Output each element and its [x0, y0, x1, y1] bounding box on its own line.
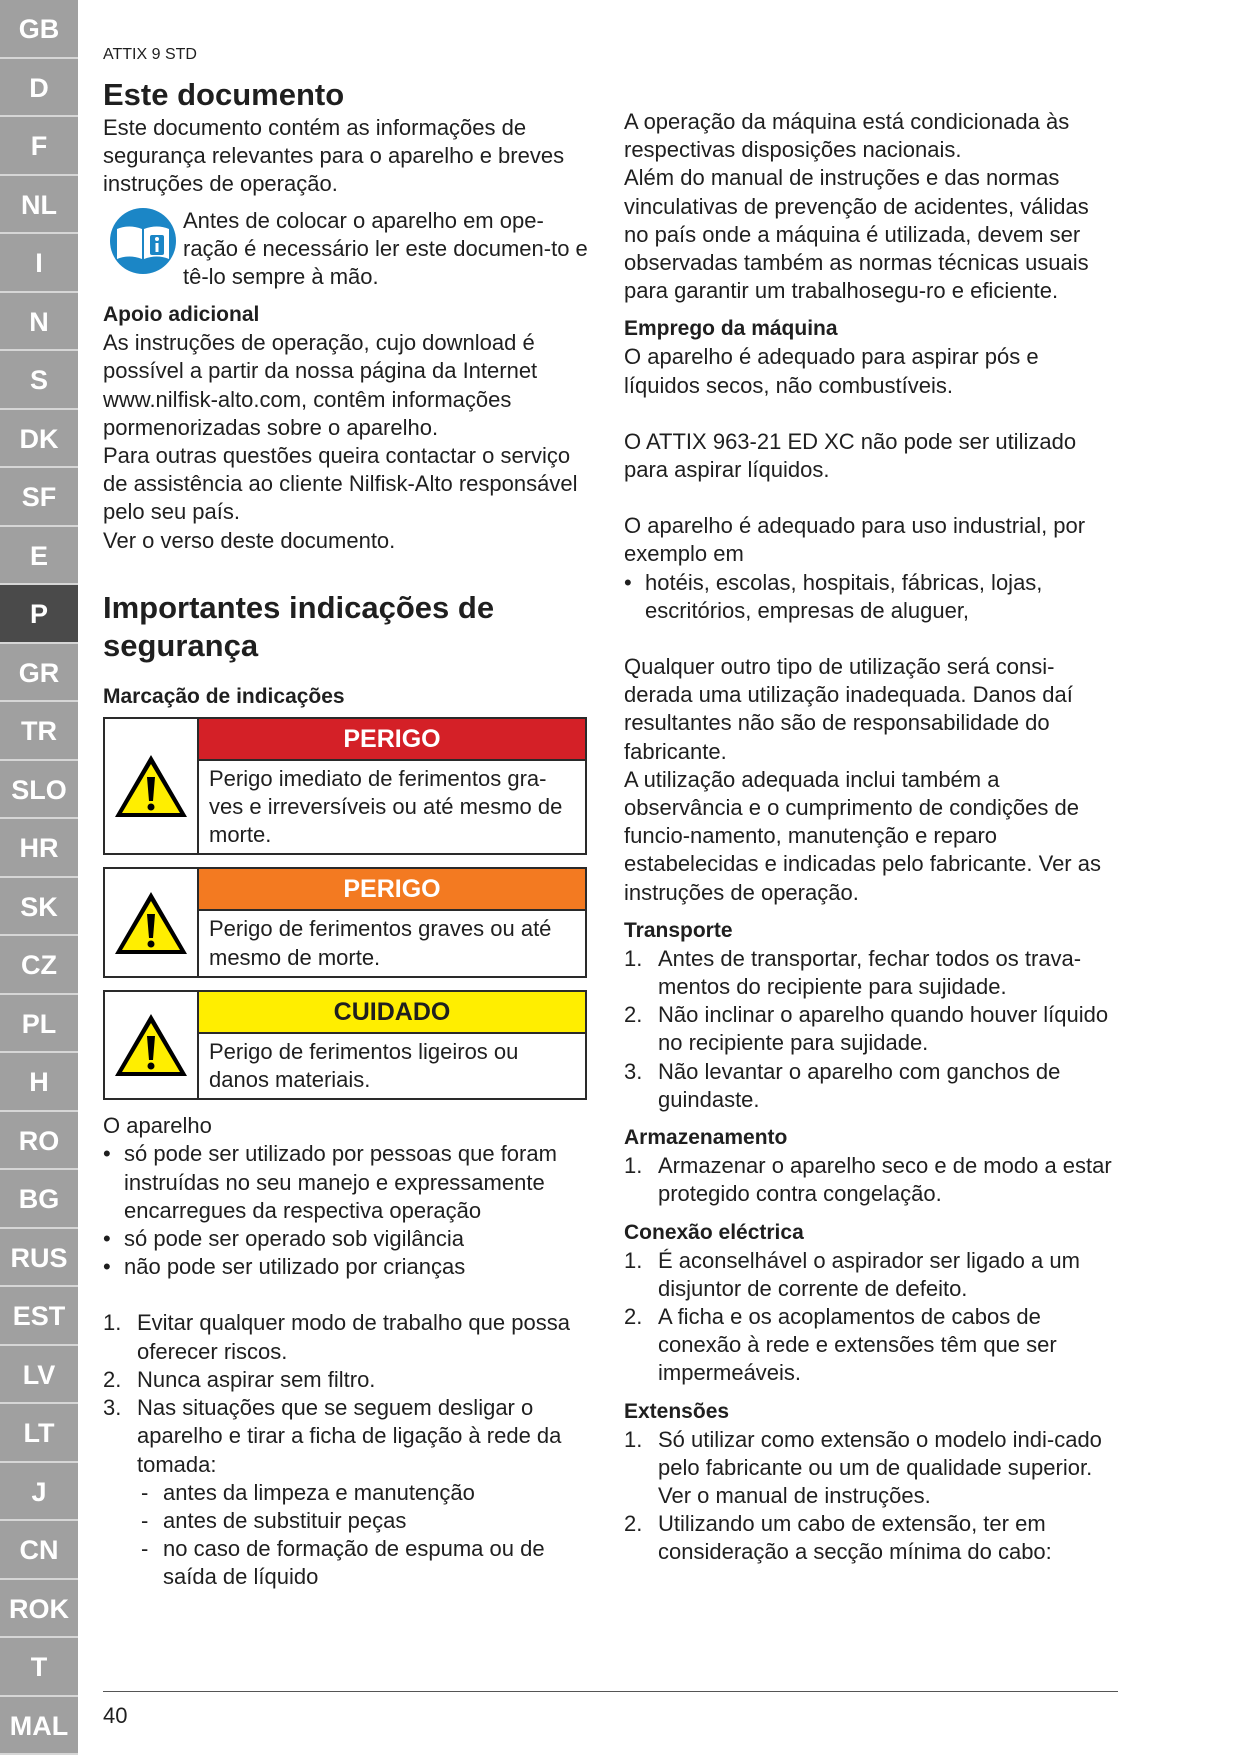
marking-heading: Marcação de indicações [103, 684, 345, 708]
list-item: 1. Armazenar o aparelho seco e de modo a estar protegido contra congelação. [624, 1153, 1112, 1207]
hazard-signal-word: PERIGO [199, 869, 585, 911]
use-text-4: Qualquer outro tipo de utilização será consi-derada uma utilização inadequada. Danos daí resultantes não são de responsabilidade do fabricante. [624, 654, 1073, 764]
list-item: 2. Utilizando um cabo de extensão, ter em consideração a secção mínima do cabo: [624, 1511, 1052, 1565]
list-item: • hotéis, escolas, hospitais, fábricas, lojas, escritórios, empresas de aluguer, [624, 569, 1119, 625]
page-number: 40 [103, 1703, 128, 1728]
language-tab-rok[interactable]: ROK [0, 1580, 78, 1639]
language-tab-ro[interactable]: RO [0, 1112, 78, 1171]
left-column [103, 76, 593, 1592]
hazard-box [103, 990, 587, 1100]
device-intro: O aparelho [103, 1113, 212, 1139]
warning-triangle-icon [111, 1010, 191, 1080]
use-text: O aparelho é adequado para aspirar pós e líquidos secos, não combustíveis. [624, 344, 1039, 398]
warning-icon-cell [105, 869, 199, 975]
support-text-3: Ver o verso deste documento. [103, 527, 396, 553]
list-item: 1. Só utilizar como extensão o modelo indi-cado pelo fabricante ou um de qualidade superior. Ver o manual de instruções. [624, 1426, 1102, 1508]
list-item: - antes da limpeza e manutenção [137, 1479, 593, 1507]
transport-list [624, 945, 1119, 1114]
extensions-heading: Extensões [624, 1399, 730, 1423]
transport-heading: Transporte [624, 918, 733, 942]
language-tab-bg[interactable]: BG [0, 1170, 78, 1229]
language-tab-rus[interactable]: RUS [0, 1229, 78, 1288]
language-tab-n[interactable]: N [0, 293, 78, 352]
language-tab-h[interactable]: H [0, 1053, 78, 1112]
storage-heading: Armazenamento [624, 1126, 788, 1150]
support-text-2: Para outras questões queira contactar o serviço de assistência ao cliente Nilfisk-Alto responsável pelo seu país. [103, 443, 578, 525]
language-tab-est[interactable]: EST [0, 1287, 78, 1346]
language-tab-slo[interactable]: SLO [0, 761, 78, 820]
language-tab-s[interactable]: S [0, 351, 78, 410]
list-item: 1. É aconselhável o aspirador ser ligado a um disjuntor de corrente de defeito. [624, 1247, 1080, 1301]
use-heading: Emprego da máquina [624, 317, 838, 341]
list-item: • não pode ser utilizado por crianças [103, 1253, 593, 1281]
hazard-box [103, 867, 587, 977]
doc-title: Este documento [103, 77, 345, 112]
hazard-signal-word: CUIDADO [199, 992, 585, 1034]
language-tab-gr[interactable]: GR [0, 644, 78, 703]
book-note [103, 207, 593, 292]
list-item: - antes de substituir peças [137, 1507, 593, 1535]
list-item: 3. Não levantar o aparelho com ganchos de guindaste. [624, 1058, 1061, 1112]
language-tab-dk[interactable]: DK [0, 410, 78, 469]
language-sidebar [0, 0, 78, 1755]
language-tab-mal[interactable]: MAL [0, 1697, 78, 1755]
hazard-description: Perigo imediato de ferimentos gra-ves e irreversíveis ou até mesmo de morte. [209, 765, 563, 848]
language-tab-sk[interactable]: SK [0, 878, 78, 937]
safety-heading: Importantes indicações de segurança [103, 589, 495, 663]
safety-steps [103, 1309, 593, 1591]
warning-icon-cell [105, 992, 199, 1098]
list-item: 3. Nas situações que se seguem desligar o aparelho e tirar a ficha de ligação à rede da tomada: - antes da limpeza e manutenção - antes de substituir peças - no caso de formação de espuma ou de saída de líquido [103, 1394, 593, 1591]
storage-list [624, 1152, 1119, 1208]
warning-triangle-icon [111, 751, 191, 821]
use-text-2: O ATTIX 963-21 ED XC não pode ser utilizado para aspirar líquidos. [624, 428, 1077, 483]
hazard-box [103, 717, 587, 856]
book-note-text: Antes de colocar o aparelho em ope-ração é necessário ler este documen-to e tê-lo sempre à mão. [183, 207, 588, 290]
language-tab-pl[interactable]: PL [0, 995, 78, 1054]
use-text-3: O aparelho é adequado para uso industrial, por exemplo em [624, 513, 1086, 567]
electric-list [624, 1247, 1119, 1388]
device-bullets [103, 1140, 593, 1281]
list-item: 2. Nunca aspirar sem filtro. [103, 1366, 376, 1392]
use-text-5: A utilização adequada inclui também a observância e o cumprimento de condições de funcio-namento, manutenção e reparo estabelecidas e indicadas pelo fabricante. Ver as instruções de operação. [624, 766, 1101, 905]
hazard-description: Perigo de ferimentos graves ou até mesmo de morte. [209, 916, 552, 970]
language-tab-tr[interactable]: TR [0, 702, 78, 761]
model-header: ATTIX 9 STD [103, 46, 197, 63]
language-tab-lv[interactable]: LV [0, 1346, 78, 1405]
hazard-signal-word: PERIGO [199, 719, 585, 761]
warning-triangle-icon [111, 888, 191, 958]
support-heading: Apoio adicional [103, 303, 260, 327]
language-tab-hr[interactable]: HR [0, 819, 78, 878]
extensions-list [624, 1426, 1119, 1567]
language-tab-f[interactable]: F [0, 117, 78, 176]
language-tab-lt[interactable]: LT [0, 1404, 78, 1463]
sub-steps [137, 1479, 593, 1592]
list-item: 1. Antes de transportar, fechar todos os trava-mentos do recipiente para sujidade. [624, 945, 1082, 1000]
doc-intro: Este documento contém as informações de segurança relevantes para o aparelho e breves instruções de operação. [103, 115, 565, 197]
language-tab-gb[interactable]: GB [0, 0, 78, 59]
national-text-2: Além do manual de instruções e das normas vinculativas de prevenção de acidentes, válidas no país onde a máquina é utilizada, devem ser observadas também as normas técnicas usuais para garantir um trabalhosegu-ro e eficiente. [624, 165, 1089, 304]
language-tab-j[interactable]: J [0, 1463, 78, 1522]
language-tab-d[interactable]: D [0, 59, 78, 118]
use-bullets [624, 569, 1119, 625]
hazard-list [103, 717, 593, 1100]
language-tab-i[interactable]: I [0, 234, 78, 293]
electric-heading: Conexão eléctrica [624, 1220, 804, 1244]
language-tab-cn[interactable]: CN [0, 1521, 78, 1580]
right-column [624, 108, 1119, 1567]
list-item: 2. Não inclinar o aparelho quando houver líquido no recipiente para sujidade. [624, 1002, 1109, 1056]
footer-divider [103, 1691, 1118, 1692]
list-item: 2. A ficha e os acoplamentos de cabos de conexão à rede e extensões têm que ser impermeáveis. [624, 1303, 1057, 1386]
list-item: 1. Evitar qualquer modo de trabalho que possa oferecer riscos. [103, 1310, 570, 1364]
language-tab-t[interactable]: T [0, 1638, 78, 1697]
list-item: • só pode ser operado sob vigilância [103, 1225, 593, 1253]
list-item: - no caso de formação de espuma ou de saída de líquido [137, 1535, 593, 1591]
read-manual-icon [103, 207, 183, 275]
language-tab-p[interactable]: P [0, 585, 78, 644]
support-text: As instruções de operação, cujo download é possível a partir da nossa página da Internet www.nilfisk-alto.com, contêm informações pormenorizadas sobre o aparelho. [103, 330, 538, 440]
warning-icon-cell [105, 719, 199, 854]
language-tab-e[interactable]: E [0, 527, 78, 586]
list-item: • só pode ser utilizado por pessoas que foram instruídas no seu manejo e expressamente encarregues da respectiva operação [103, 1140, 593, 1225]
national-text: A operação da máquina está condicionada às respectivas disposições nacionais. [624, 109, 1070, 163]
hazard-description: Perigo de ferimentos ligeiros ou danos materiais. [209, 1038, 519, 1093]
language-tab-nl[interactable]: NL [0, 176, 78, 235]
language-tab-cz[interactable]: CZ [0, 936, 78, 995]
language-tab-sf[interactable]: SF [0, 468, 78, 527]
